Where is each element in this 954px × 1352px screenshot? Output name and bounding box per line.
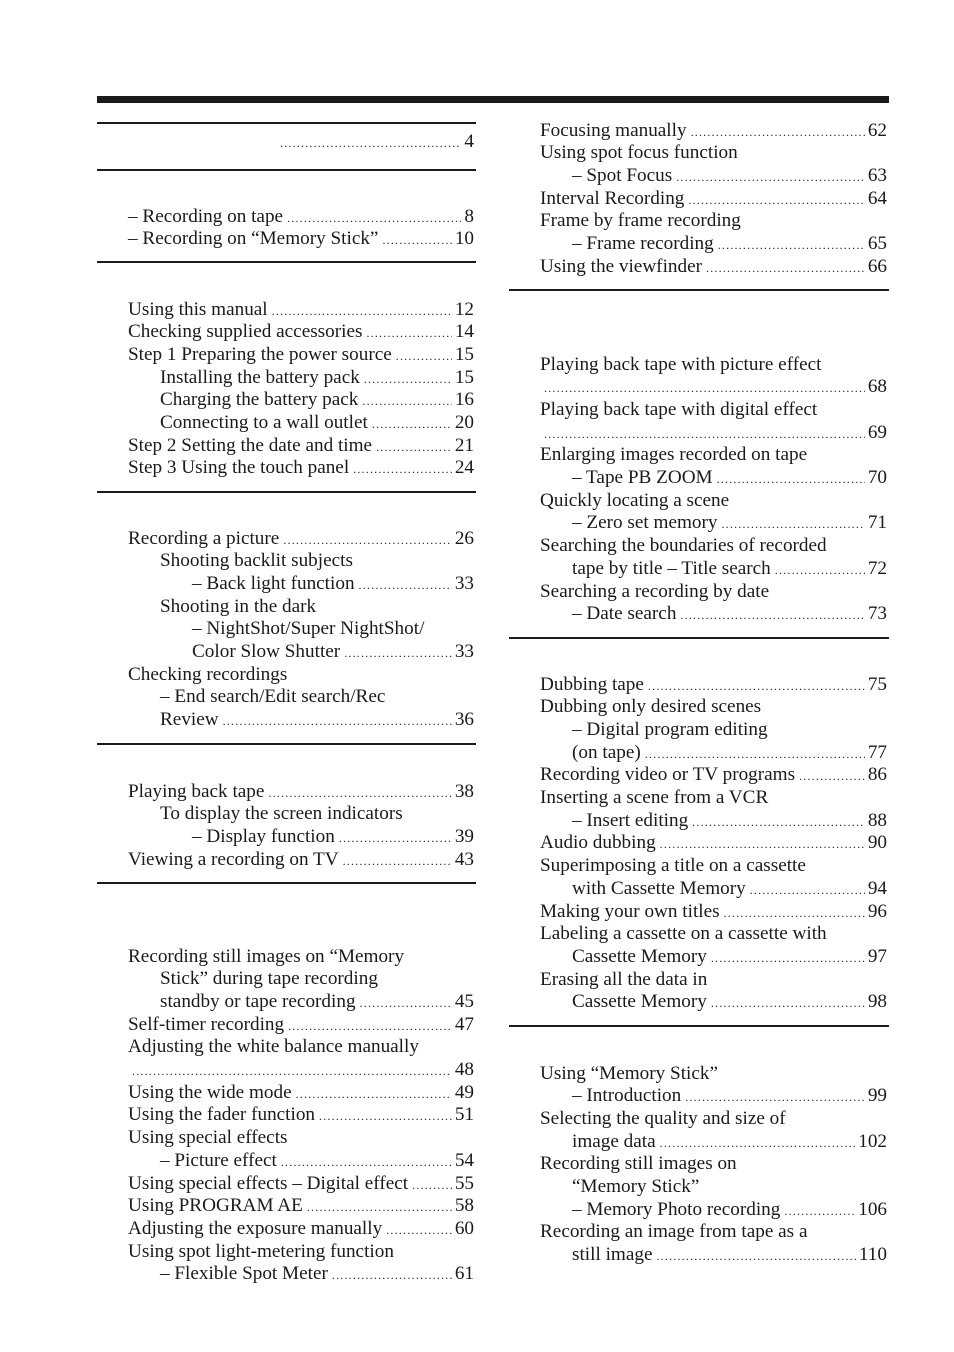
dot-leader — [287, 207, 461, 230]
toc-entry-title: Using special effects – Digital effect — [128, 1172, 409, 1194]
toc-entry-title: – Memory Photo recording — [572, 1198, 781, 1220]
toc-entry-title: – Insert editing — [572, 809, 689, 831]
toc-entry-title: Searching a recording by date — [540, 580, 770, 602]
dot-leader — [223, 710, 452, 733]
toc-entry-title: Shooting backlit subjects — [160, 550, 353, 572]
toc-entry — [572, 164, 887, 187]
toc-entry — [128, 1103, 474, 1126]
dot-leader — [268, 782, 451, 805]
toc-entry — [128, 1217, 474, 1240]
toc-entry-title: Step 2 Setting the date and time — [128, 434, 373, 456]
dot-leader — [362, 390, 451, 413]
toc-entry-title: (on tape) — [572, 741, 641, 763]
toc-entry-title: – NightShot/Super NightShot/ — [192, 618, 425, 640]
dot-leader — [288, 1015, 452, 1038]
toc-entry-title: – Frame recording — [572, 233, 714, 254]
toc-entry — [128, 1081, 474, 1104]
dot-leader — [718, 234, 865, 257]
toc-entry-title: Cassette Memory — [572, 945, 707, 967]
toc-entry-title: Inserting a scene from a VCR — [540, 787, 769, 808]
toc-entry — [572, 718, 887, 741]
toc-entry — [540, 421, 887, 444]
toc-entry-title: Using spot focus function — [540, 142, 738, 164]
dot-leader — [721, 513, 864, 536]
toc-entry-title: Recording still images on “Memory — [128, 945, 405, 967]
toc-entry-title: Checking recordings — [128, 663, 288, 685]
toc-entry-title: “Memory Stick” — [572, 1176, 700, 1197]
toc-entry — [160, 967, 474, 990]
toc-entry-title: – Introduction — [572, 1085, 682, 1107]
toc-entry-page-number: 70 — [867, 467, 887, 488]
toc-entry-page-number: 86 — [867, 764, 887, 786]
toc-entry-page-number: 20 — [454, 412, 474, 433]
dot-leader — [784, 1200, 855, 1223]
toc-entry-title: still image — [572, 1244, 653, 1266]
toc-entry-page-number: 14 — [454, 321, 474, 343]
toc-entry — [540, 187, 887, 210]
toc-entry-title: – Recording on “Memory Stick” — [128, 228, 379, 250]
toc-entry — [276, 130, 474, 153]
toc-entry-title: Labeling a cassette on a cassette with — [540, 923, 827, 945]
dot-leader — [660, 1132, 856, 1155]
toc-entry — [540, 398, 887, 421]
dot-leader — [339, 827, 452, 850]
toc-entry-title: Frame by frame recording — [540, 210, 741, 232]
toc-entry — [128, 663, 474, 686]
toc-entry-title: – Spot Focus — [572, 164, 673, 186]
toc-entry-title: Using the viewfinder — [540, 255, 702, 277]
toc-entry — [128, 848, 474, 871]
dot-leader — [272, 300, 452, 323]
toc-entry — [572, 557, 887, 580]
toc-entry-title: Installing the battery pack — [160, 366, 360, 388]
dot-leader — [648, 675, 865, 698]
dot-leader — [660, 833, 865, 856]
dot-leader — [711, 992, 865, 1015]
toc-entry-page-number: 75 — [867, 673, 887, 695]
toc-entry-page-number: 61 — [454, 1263, 474, 1285]
toc-entry — [572, 1130, 887, 1153]
toc-entry-title: Adjusting the exposure manually — [128, 1217, 383, 1239]
dot-leader — [364, 368, 452, 391]
toc-entry-page-number: 43 — [454, 848, 474, 870]
dot-leader — [724, 902, 865, 925]
dot-leader — [692, 811, 865, 834]
toc-entry — [572, 1198, 887, 1221]
toc-entry-page-number: 21 — [454, 434, 474, 456]
toc-entry-title: Recording an image from tape as a — [540, 1221, 808, 1243]
toc-entry-title: image data — [572, 1130, 656, 1152]
toc-entry-title: – Tape PB ZOOM — [572, 467, 713, 488]
toc-entry — [540, 831, 887, 854]
toc-entry-page-number: 62 — [867, 119, 887, 141]
dot-leader — [343, 850, 452, 873]
toc-entry-title: – Zero set memory — [572, 512, 718, 534]
section-divider — [509, 1025, 889, 1027]
toc-entry — [128, 1058, 474, 1081]
toc-entry-page-number: 90 — [867, 832, 887, 854]
toc-entry-page-number: 66 — [867, 255, 887, 277]
toc-entry-title: Using this manual — [128, 298, 268, 320]
toc-entry — [128, 780, 474, 803]
toc-entry — [128, 1126, 474, 1149]
dot-leader — [132, 1060, 452, 1083]
toc-entry-title: Using the wide mode — [128, 1081, 292, 1103]
toc-entry — [572, 741, 887, 764]
toc-entry — [540, 119, 887, 142]
toc-entry — [128, 320, 474, 343]
toc-entry-title: Recording video or TV programs — [540, 764, 796, 786]
toc-entry-title: Erasing all the data in — [540, 968, 708, 990]
toc-entry — [540, 353, 887, 376]
section-divider — [97, 743, 476, 745]
dot-leader — [386, 1219, 452, 1242]
toc-entry-page-number: 12 — [454, 298, 474, 320]
toc-entry-page-number: 33 — [454, 641, 474, 662]
section-divider — [97, 491, 476, 493]
toc-entry-page-number: 24 — [454, 457, 474, 479]
toc-entry-title: standby or tape recording — [160, 990, 356, 1012]
toc-entry — [128, 527, 474, 550]
toc-entry — [572, 1084, 887, 1107]
section-divider — [97, 122, 476, 124]
toc-entry-title: Using special effects — [128, 1127, 288, 1149]
dot-leader — [319, 1105, 452, 1128]
toc-entry — [572, 466, 887, 489]
toc-entry-title: Self-timer recording — [128, 1013, 285, 1035]
toc-entry-title: Charging the battery pack — [160, 389, 359, 411]
toc-entry — [540, 1152, 887, 1175]
toc-entry-page-number: 8 — [464, 205, 474, 227]
dot-leader — [799, 765, 865, 788]
toc-entry — [572, 877, 887, 900]
toc-entry-title: Using the fader function — [128, 1104, 316, 1126]
dot-leader — [396, 345, 452, 368]
toc-entry-title: – Date search — [572, 603, 677, 625]
dot-leader — [680, 604, 864, 627]
toc-entry-title: Using PROGRAM AE — [128, 1195, 303, 1217]
toc-entry-title: with Cassette Memory — [572, 877, 746, 899]
toc-entry-title: Playing back tape with picture effect — [540, 353, 822, 375]
toc-entry — [572, 511, 887, 534]
toc-entry-title: – End search/Edit search/Rec — [160, 686, 386, 708]
toc-entry-title: Recording still images on — [540, 1153, 737, 1175]
toc-entry-title: – Picture effect — [160, 1149, 277, 1171]
dot-leader — [691, 121, 865, 144]
toc-entry-page-number: 60 — [454, 1217, 474, 1239]
dot-leader — [283, 529, 452, 552]
toc-entry-title: Stick” during tape recording — [160, 968, 378, 990]
toc-entry-page-number: 33 — [454, 572, 474, 594]
toc-entry — [572, 1243, 887, 1266]
toc-entry-page-number: 72 — [867, 557, 887, 579]
toc-entry — [160, 595, 474, 618]
toc-entry — [160, 685, 474, 708]
toc-entry-page-number: 102 — [858, 1130, 887, 1152]
toc-entry — [128, 945, 474, 968]
toc-entry-title: Review — [160, 709, 219, 731]
toc-entry — [160, 549, 474, 572]
toc-entry-page-number: 4 — [464, 130, 474, 152]
section-divider — [509, 289, 889, 291]
dot-leader — [382, 229, 451, 252]
toc-entry-page-number: 48 — [454, 1059, 474, 1080]
toc-entry — [540, 786, 887, 809]
toc-entry — [128, 1013, 474, 1036]
toc-entry-title: Enlarging images recorded on tape — [540, 444, 808, 466]
section-divider — [97, 882, 476, 884]
toc-entry — [128, 434, 474, 457]
section-divider — [97, 261, 476, 263]
toc-entry-page-number: 97 — [867, 945, 887, 967]
toc-entry-title: Viewing a recording on TV — [128, 848, 339, 870]
toc-entry — [192, 825, 474, 848]
toc-entry — [128, 205, 474, 228]
toc-entry — [128, 1240, 474, 1263]
toc-entry — [540, 1062, 887, 1085]
dot-leader — [359, 574, 452, 597]
toc-entry-title: – Flexible Spot Meter — [160, 1263, 328, 1285]
section-divider — [509, 637, 889, 639]
toc-entry-title: Playing back tape — [128, 780, 265, 802]
toc-entry — [572, 945, 887, 968]
dot-leader — [775, 559, 865, 582]
toc-entry-page-number: 106 — [858, 1198, 887, 1220]
dot-leader — [412, 1174, 452, 1197]
toc-entry — [160, 366, 474, 389]
dot-leader — [353, 458, 452, 481]
toc-entry-title: Using “Memory Stick” — [540, 1062, 718, 1084]
toc-entry-page-number: 10 — [454, 228, 474, 250]
toc-entry-page-number: 51 — [454, 1104, 474, 1126]
toc-entry-page-number: 99 — [867, 1085, 887, 1107]
toc-entry — [540, 580, 887, 603]
toc-entry-title: tape by title – Title search — [572, 557, 771, 579]
toc-entry-title: – Display function — [192, 825, 335, 847]
dot-leader — [544, 377, 865, 400]
toc-entry — [540, 209, 887, 232]
toc-entry-title: Checking supplied accessories — [128, 321, 363, 343]
toc-entry — [192, 572, 474, 595]
dot-leader — [717, 468, 865, 491]
toc-entry-page-number: 71 — [867, 512, 887, 534]
toc-entry — [540, 763, 887, 786]
toc-entry-page-number: 110 — [858, 1244, 887, 1266]
dot-leader — [706, 257, 865, 280]
toc-entry — [540, 443, 887, 466]
toc-entry — [128, 1035, 474, 1058]
toc-entry-page-number: 69 — [867, 421, 887, 443]
toc-entry-title: – Digital program editing — [572, 718, 768, 740]
toc-entry-page-number: 15 — [454, 366, 474, 388]
toc-entry-title: Connecting to a wall outlet — [160, 412, 368, 433]
toc-entry-page-number: 73 — [867, 603, 887, 625]
toc-entry-title: Quickly locating a scene — [540, 489, 730, 511]
toc-entry-page-number: 64 — [867, 187, 887, 209]
toc-entry — [572, 1175, 887, 1198]
toc-entry-title: Shooting in the dark — [160, 595, 317, 617]
dot-leader — [307, 1196, 452, 1219]
dot-leader — [544, 423, 865, 446]
toc-entry-title: Cassette Memory — [572, 991, 707, 1013]
dot-leader — [372, 413, 452, 436]
toc-entry-page-number: 39 — [454, 825, 474, 847]
toc-entry — [540, 922, 887, 945]
toc-entry-title: – Back light function — [192, 572, 355, 594]
toc-entry-page-number: 63 — [867, 164, 887, 186]
toc-entry — [160, 708, 474, 731]
dot-leader — [376, 436, 452, 459]
toc-entry — [540, 375, 887, 398]
toc-entry — [128, 227, 474, 250]
toc-entry-title: Recording a picture — [128, 527, 280, 549]
dot-leader — [366, 322, 451, 345]
toc-entry-page-number: 65 — [867, 233, 887, 254]
dot-leader — [360, 992, 452, 1015]
toc-entry-title: Making your own titles — [540, 900, 720, 922]
toc-entry — [128, 343, 474, 366]
toc-entry — [540, 1220, 887, 1243]
toc-entry-title: Searching the boundaries of recorded — [540, 535, 827, 557]
toc-entry — [192, 640, 474, 663]
toc-entry — [540, 489, 887, 512]
dot-leader — [296, 1083, 452, 1106]
toc-entry-title: – Recording on tape — [128, 205, 284, 227]
toc-entry-page-number: 58 — [454, 1195, 474, 1217]
toc-entry-page-number: 88 — [867, 809, 887, 831]
toc-entry — [128, 1194, 474, 1217]
toc-entry-page-number: 96 — [867, 900, 887, 922]
toc-entry-page-number: 47 — [454, 1013, 474, 1035]
toc-entry — [540, 695, 887, 718]
toc-entry — [160, 802, 474, 825]
toc-entry — [160, 388, 474, 411]
toc-entry — [160, 990, 474, 1013]
toc-entry-page-number: 36 — [454, 709, 474, 731]
dot-leader — [281, 1151, 452, 1174]
toc-entry-page-number: 15 — [454, 343, 474, 365]
section-divider — [97, 169, 476, 171]
dot-leader — [645, 743, 865, 766]
dot-leader — [332, 1264, 452, 1287]
toc-entry — [572, 602, 887, 625]
toc-entry — [572, 990, 887, 1013]
toc-entry-page-number: 98 — [867, 991, 887, 1013]
toc-entry-title: Adjusting the white balance manually — [128, 1036, 419, 1058]
toc-entry-page-number: 68 — [867, 376, 887, 398]
toc-entry-page-number: 54 — [454, 1149, 474, 1171]
toc-entry-title: Color Slow Shutter — [192, 641, 341, 662]
toc-entry-page-number: 45 — [454, 990, 474, 1012]
toc-entry-title: Selecting the quality and size of — [540, 1107, 786, 1129]
toc-entry-title: Interval Recording — [540, 187, 685, 209]
dot-leader — [344, 642, 452, 665]
toc-entry-title: Focusing manually — [540, 119, 687, 141]
toc-entry-title: Step 3 Using the touch panel — [128, 457, 350, 479]
toc-entry-page-number: 38 — [454, 780, 474, 802]
toc-entry — [540, 1107, 887, 1130]
toc-entry — [128, 298, 474, 321]
dot-leader — [685, 1086, 865, 1109]
toc-entry — [128, 1172, 474, 1195]
dot-leader — [280, 132, 461, 155]
toc-entry-title: Dubbing tape — [540, 673, 644, 695]
toc-entry-page-number: 94 — [867, 877, 887, 899]
toc-entry — [540, 534, 887, 557]
toc-entry-title: Using spot light-metering function — [128, 1240, 394, 1262]
toc-entry — [160, 1262, 474, 1285]
toc-entry-title: To display the screen indicators — [160, 803, 403, 825]
toc-entry-page-number: 55 — [454, 1172, 474, 1194]
toc-entry — [128, 456, 474, 479]
dot-leader — [688, 189, 864, 212]
dot-leader — [750, 879, 865, 902]
toc-entry — [160, 1149, 474, 1172]
toc-entry-page-number: 16 — [454, 389, 474, 411]
toc-entry-title: Step 1 Preparing the power source — [128, 343, 392, 365]
toc-entry-title: Dubbing only desired scenes — [540, 696, 762, 718]
dot-leader — [711, 947, 865, 970]
toc-entry-page-number: 26 — [454, 527, 474, 549]
toc-entry-page-number: 49 — [454, 1081, 474, 1103]
toc-entry — [540, 854, 887, 877]
toc-entry — [192, 617, 474, 640]
toc-entry-page-number: 77 — [867, 741, 887, 763]
dot-leader — [656, 1245, 855, 1268]
toc-entry — [572, 809, 887, 832]
toc-entry-title: Superimposing a title on a cassette — [540, 855, 806, 877]
toc-entry — [540, 900, 887, 923]
toc-entry-title: Playing back tape with digital effect — [540, 398, 818, 420]
toc-entry — [160, 411, 474, 434]
toc-entry-title: Audio dubbing — [540, 832, 656, 854]
dot-leader — [676, 166, 865, 189]
top-rule — [97, 96, 889, 103]
toc-entry — [572, 232, 887, 255]
toc-entry — [540, 673, 887, 696]
toc-entry — [540, 141, 887, 164]
toc-entry — [540, 968, 887, 991]
toc-entry — [540, 255, 887, 278]
